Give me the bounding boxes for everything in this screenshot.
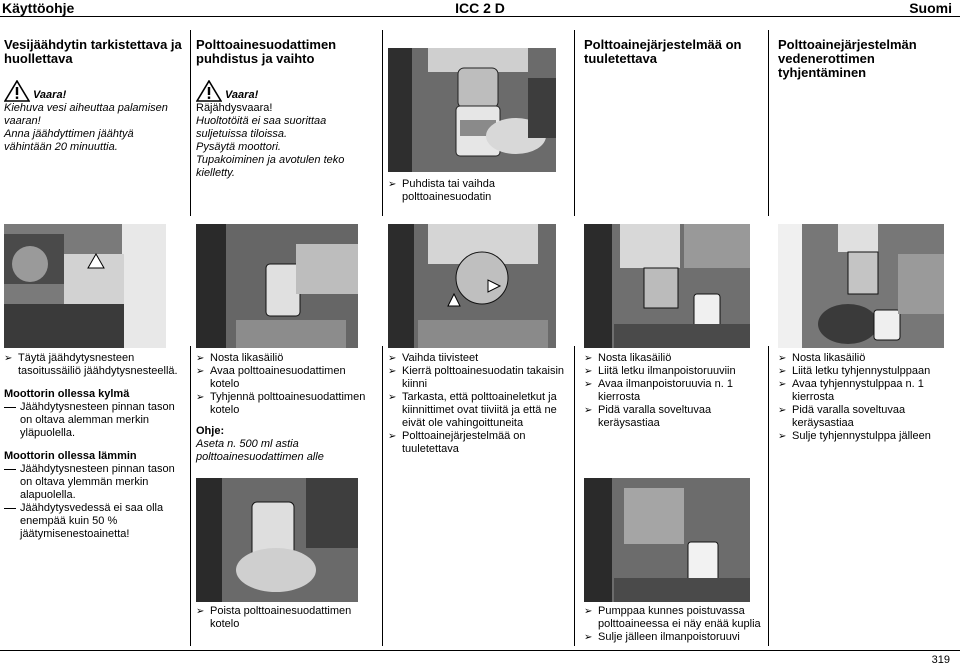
col2-step2: ➢ Poista polttoainesuodattimen kotelo: [196, 605, 376, 631]
col3-step: ➢ Vaihda tiivisteet: [388, 352, 568, 365]
col1-warning: [4, 80, 184, 154]
column-divider: [382, 346, 383, 646]
filter-housing-removal-photo: [196, 478, 358, 602]
col1-warm-item: Jäähdytysnesteen pinnan tason on oltava ylemmän merkin alapuolella.: [4, 463, 184, 502]
col4-step: ➢ Pidä varalla soveltuvaa keräysastiaa: [584, 404, 764, 430]
warning-icon: [196, 80, 222, 102]
page-number: 319: [931, 654, 950, 666]
col4-bottom-caption: [584, 605, 764, 644]
bleed-screw-photo: [584, 224, 750, 348]
col1-title: Vesijäähdytin tarkistettava ja huollettava: [4, 37, 182, 66]
col5-step: ➢ Liitä letku tyhjennystulppaan: [778, 365, 958, 378]
col4-step2: ➢ Pumppaa kunnes poistuvassa polttoaineessa ei näy enää kuplia: [584, 605, 764, 631]
col4-instructions: [584, 352, 764, 430]
warning-icon: [4, 80, 30, 102]
col2-warning-line: Tupakoiminen ja avotulen teko kielletty.: [196, 154, 345, 179]
col2-note-title: Ohje:: [196, 425, 225, 437]
page-header: [0, 0, 960, 16]
col1-cold-title: Moottorin ollessa kylmä: [4, 388, 130, 400]
col1-step: ➢ Täytä jäähdytysnesteen tasoitussäiliö jäähdytysnesteellä.: [4, 352, 184, 378]
col1-warning-line: Kiehuva vesi aiheuttaa palamisen vaaran!: [4, 102, 168, 127]
header-model: ICC 2 D: [455, 0, 505, 16]
pump-bleeding-photo: [584, 478, 750, 602]
col4-step: ➢ Avaa ilmanpoistoruuvia n. 1 kierrosta: [584, 378, 764, 404]
col3-top-step: ➢ Puhdista tai vaihda polttoainesuodatin: [388, 178, 568, 204]
header-language: Suomi: [909, 0, 952, 16]
col3-step: ➢ Kierrä polttoainesuodatin takaisin kiinni: [388, 365, 568, 391]
col2-warning-title: Vaara!: [225, 89, 259, 101]
col1-warm-title: Moottorin ollessa lämmin: [4, 450, 137, 462]
col1-cold-item: Jäähdytysnesteen pinnan tason on oltava alemman merkin yläpuolella.: [4, 401, 184, 440]
column-divider: [190, 30, 191, 216]
column-divider: [190, 346, 191, 646]
column-divider: [382, 30, 383, 216]
column-divider: [768, 30, 769, 216]
col4-step: ➢ Nosta likasäiliö: [584, 352, 764, 365]
col2-warning: [196, 80, 376, 180]
col5-step: ➢ Avaa tyhjennystulppaa n. 1 kierrosta: [778, 378, 958, 404]
coolant-tank-photo: [4, 224, 166, 348]
column-divider: [574, 30, 575, 216]
col5-top: [778, 38, 958, 80]
col1-instructions: [4, 352, 184, 541]
col2-note-text: Aseta n. 500 ml astia polttoainesuodattimen alle: [196, 438, 324, 463]
col5-step: ➢ Sulje tyhjennystulppa jälleen: [778, 430, 958, 443]
col4-title: Polttoainejärjestelmää on tuuletettava: [584, 37, 742, 66]
col2-top: [196, 38, 376, 180]
column-divider: [768, 346, 769, 646]
col4-step2: ➢ Sulje jälleen ilmanpoistoruuvi: [584, 631, 764, 644]
col2-warning-line: Huoltotöitä ei saa suorittaa suljetuissa tiloissa.: [196, 115, 327, 140]
col2-step: ➢ Avaa polttoainesuodattimen kotelo: [196, 365, 376, 391]
column-divider: [574, 346, 575, 646]
col2-bottom-caption: [196, 605, 376, 631]
header-manual-title: Käyttöohje: [2, 0, 75, 16]
col3-top-caption: [388, 178, 568, 204]
fuel-filter-housing-photo: [196, 224, 358, 348]
col2-title: Polttoainesuodattimen puhdistus ja vaihto: [196, 37, 337, 66]
col4-top: [584, 38, 764, 66]
col2-warning-line: Pysäytä moottori.: [196, 141, 281, 153]
col2-warning-sub: Räjähdysvaara!: [196, 102, 273, 114]
col5-instructions: [778, 352, 958, 443]
col3-step: ➢ Tarkasta, että polttoaineletkut ja kiinnittimet ovat tiiviitä ja että ne eivät ole vahingoittuneita: [388, 391, 568, 430]
footer-rule: [0, 650, 960, 651]
fuel-filter-gasket-photo: [388, 224, 556, 348]
col5-step: ➢ Nosta likasäiliö: [778, 352, 958, 365]
col2-instructions: [196, 352, 376, 464]
col1-warm-item: Jäähdytysvedessä ei saa olla enempää kuin 50 % jäätymisenestoainetta!: [4, 502, 184, 541]
col2-step: ➢ Tyhjennä polttoainesuodattimen kotelo: [196, 391, 376, 417]
col4-step: ➢ Liitä letku ilmanpoistoruuviin: [584, 365, 764, 378]
fuel-filter-photo: [388, 48, 556, 172]
col1-warning-title: Vaara!: [33, 89, 67, 101]
col1-warning-line: Anna jäähdyttimen jäähtyä vähintään 20 minuuttia.: [4, 128, 134, 153]
col2-step: ➢ Nosta likasäiliö: [196, 352, 376, 365]
col3-instructions: [388, 352, 568, 456]
col5-title: Polttoainejärjestelmän vedenerottimen tyhjentäminen: [778, 37, 917, 80]
col1-top: [4, 38, 184, 154]
col5-step: ➢ Pidä varalla soveltuvaa keräysastiaa: [778, 404, 958, 430]
col3-step: ➢ Polttoainejärjestelmää on tuuletettava: [388, 430, 568, 456]
water-separator-photo: [778, 224, 944, 348]
header-rule: [0, 16, 960, 17]
